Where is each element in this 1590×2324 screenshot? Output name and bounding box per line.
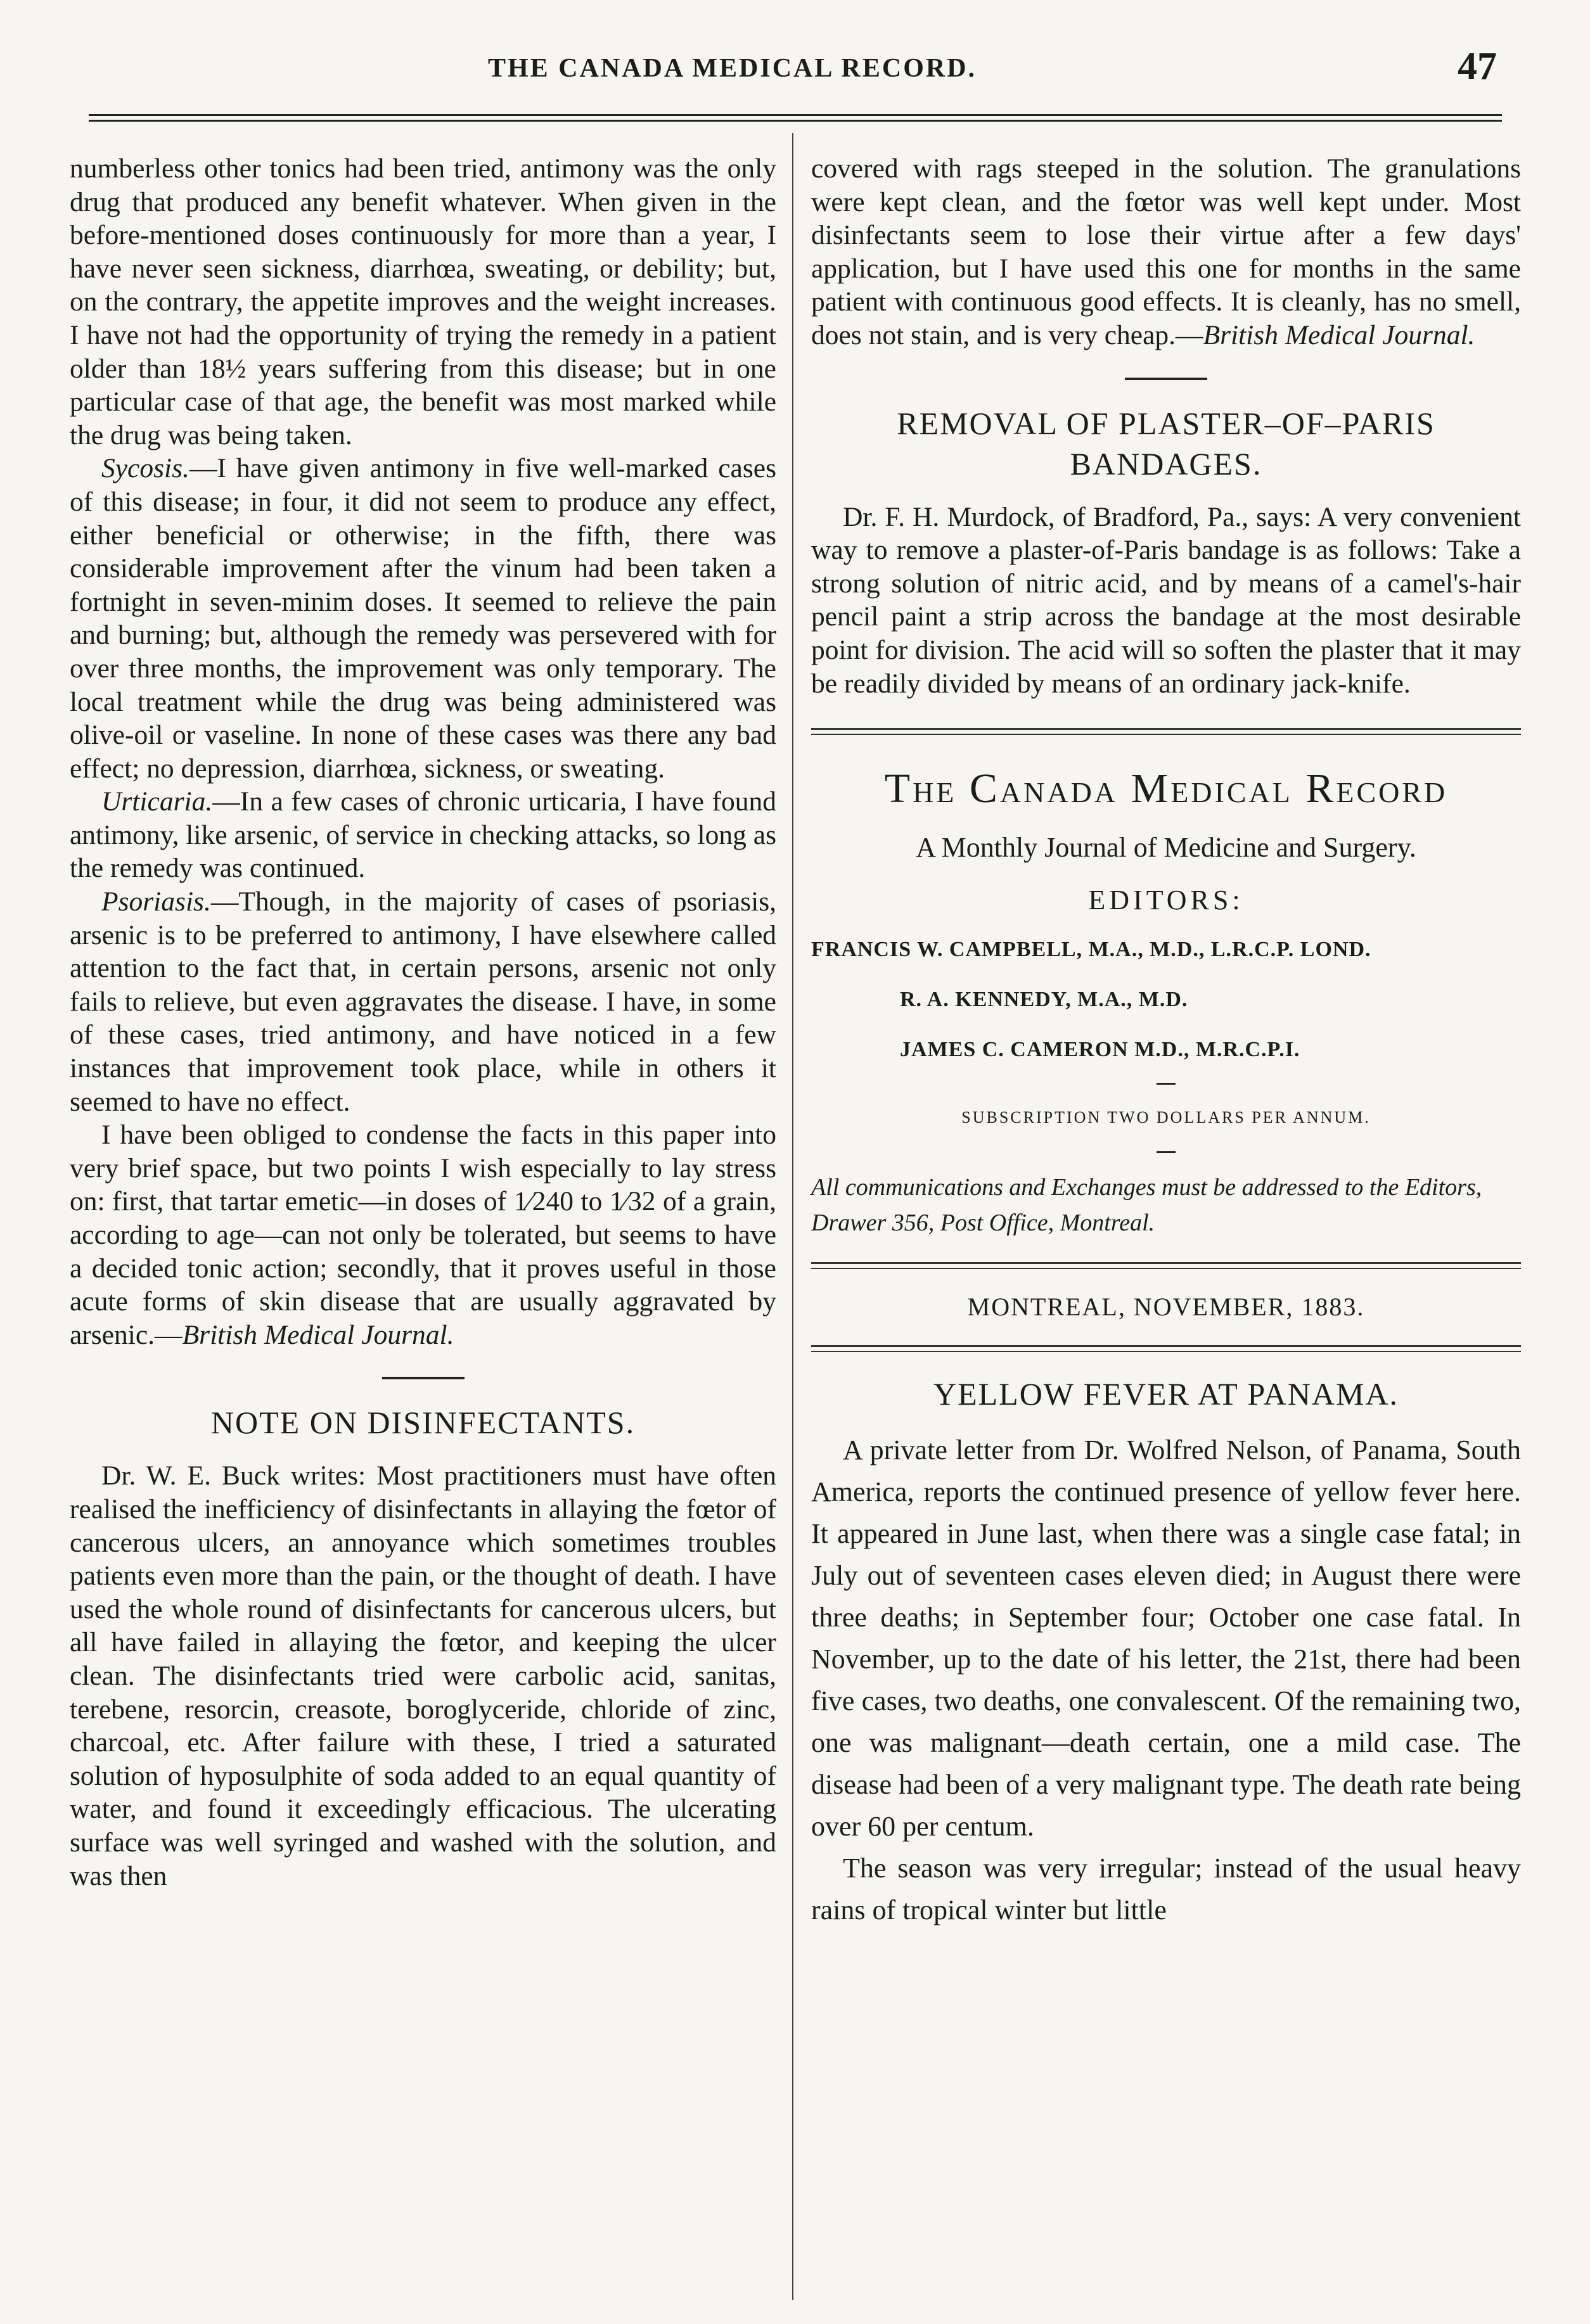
source-citation: British Medical Journal. xyxy=(1203,319,1475,350)
left-column xyxy=(70,152,776,1893)
paragraph-antimony: numberless other tonics had been tried, antimony was the only drug that produced any benefit whatever. When given in the before-mentioned doses continuously for more than a year, I have never seen sickness, diarrhœa, sweating, or debility; but, on the contrary, the appetite improves and the weight increases. I have not had the opportunity of trying the remedy in a patient older than 18½ years suffering from this disease; but in one particular case of that age, the benefit was most marked while the drug was being taken. xyxy=(70,153,776,450)
paragraph-urticaria xyxy=(70,785,776,885)
masthead-rule-top xyxy=(811,728,1521,735)
conclusion-text-1: I have been obliged to condense the facts in this paper into very brief space, but two points I wish especially to lay stress on: first, that tartar emetic—in doses of xyxy=(70,1120,776,1217)
paragraph-psoriasis xyxy=(70,885,776,1118)
paragraph-murdock: Dr. F. H. Murdock, of Bradford, Pa., says: A very convenient way to remove a plaster-of-Paris bandage is as follows: Take a strong solution of nitric acid, and by means of a camel's-hair pencil paint a strip across the bandage at the most desirable point for division. The acid will so soften the plaster that it may be readily divided by means of an ordinary jack-knife. xyxy=(811,501,1521,699)
conclusion-text-3: of a grain, according to age—can not only be tolerated, but seems to have a decided tonic action; secondly, that it proves useful in those acute forms of skin disease that are usually aggravated by arsenic.— xyxy=(70,1186,776,1350)
urticaria-text: —In a few cases of chronic urticaria, I have found antimony, like arsenic, of service in checking attacks, so long as the remedy was continued. xyxy=(70,786,776,884)
sycosis-text: —I have given antimony in five well-marked cases of this disease; in four, it did not seem to produce any effect, either beneficial or otherwise; in the fifth, there was considerable improvement after the vinum had been taken a fortnight in seven-minim doses. It seemed to relieve the pain and burning; but, although the remedy was persevered with for over three months, the improvement was only temporary. The local treatment while the drug was being administered was olive-oil or vaseline. In none of these cases was there any bad effect; no depression, diarrhœa, sickness, or sweating. xyxy=(70,453,776,784)
heading-disinfectants: NOTE ON DISINFECTANTS. xyxy=(210,1405,636,1441)
fraction-1: 1⁄240 xyxy=(513,1186,574,1217)
paragraph-conclusion xyxy=(70,1118,776,1351)
dateline-rule-bottom xyxy=(811,1345,1521,1352)
source-citation: British Medical Journal. xyxy=(182,1319,454,1350)
fraction-2: 1⁄32 xyxy=(609,1186,656,1217)
editor-campbell: FRANCIS W. CAMPBELL, M.A., M.D., L.R.C.P. LOND. xyxy=(811,938,1371,962)
sycosis-lead: Sycosis. xyxy=(101,453,189,484)
running-head: THE CANADA MEDICAL RECORD. xyxy=(488,54,977,83)
heading-yellow-fever: YELLOW FEVER AT PANAMA. xyxy=(933,1376,1399,1412)
dateline-rule-top xyxy=(811,1262,1521,1269)
paragraph-fever-1: A private letter from Dr. Wolfred Nelson, of Panama, South America, reports the continued presence of yellow fever here. It appeared in June last, when there was a single case fatal; in July out of seventeen cases eleven died; in August there were three deaths; in September four; October one case fatal. In November, up to the date of his letter, the 21st, there had been five cases, two deaths, one convalescent. Of the remaining two, one was malignant—death certain, one a mild case. The disease had been of a very malignant type. The death rate being over 60 per centum. xyxy=(811,1434,1521,1842)
psoriasis-lead: Psoriasis. xyxy=(101,886,211,917)
continuation-text: covered with rags steeped in the solution. The granulations were kept clean, and the fœtor was well kept under. Most disinfectants seem to lose their virtue after a few days' application, but I have used this one for months in the same patient with continuous good effects. It is cleanly, has no smell, does not stain, and is very cheap.— xyxy=(811,153,1521,350)
section-rule xyxy=(1125,378,1207,380)
editor-kennedy: R. A. KENNEDY, M.A., M.D. xyxy=(900,987,1188,1011)
page-header xyxy=(0,44,1590,114)
conclusion-text-2: to xyxy=(573,1186,610,1217)
dateline: MONTREAL, NOVEMBER, 1883. xyxy=(967,1292,1365,1321)
dash-rule xyxy=(1157,1083,1176,1085)
paragraph-fever-2: The season was very irregular; instead of the usual heavy rains of tropical winter but little xyxy=(811,1853,1521,1926)
editors-label: EDITORS: xyxy=(1088,884,1244,916)
heading-plaster: REMOVAL OF PLASTER–OF–PARIS BANDAGES. xyxy=(897,405,1435,482)
paragraph-buck: Dr. W. E. Buck writes: Most practitioners must have often realised the inefficiency of disinfectants in allaying the fœtor of cancerous ulcers, an annoyance which sometimes troubles patients even more than the pain, or the thought of death. I have used the whole round of disinfectants for cancerous ulcers, but all have failed in allaying the fœtor, and keeping the ulcer clean. The disinfectants tried were carbolic acid, sanitas, terebene, resorcin, creasote, boroglyceride, chloride of zinc, charcoal, etc. After failure with these, I tried a saturated solution of hyposulphite of soda added to an equal quantity of water, and found it exceedingly efficacious. The ulcerating surface was well syringed and washed with the solution, and was then xyxy=(70,1460,776,1891)
masthead xyxy=(811,760,1521,1241)
dash-rule xyxy=(1157,1151,1176,1153)
subscription-notice: SUBSCRIPTION TWO DOLLARS PER ANNUM. xyxy=(961,1108,1371,1127)
paragraph-sycosis xyxy=(70,452,776,785)
right-column xyxy=(811,152,1521,1931)
masthead-title: The Canada Medical Record xyxy=(884,765,1448,812)
header-rule xyxy=(89,114,1502,122)
urticaria-lead: Urticaria. xyxy=(101,786,213,817)
column-divider xyxy=(792,133,793,2300)
page-number: 47 xyxy=(1458,45,1497,88)
masthead-subtitle: A Monthly Journal of Medicine and Surgery. xyxy=(916,832,1416,864)
section-rule xyxy=(382,1377,465,1379)
yellow-fever-article xyxy=(811,1429,1521,1931)
paragraph-continuation xyxy=(811,152,1521,352)
psoriasis-text: —Though, in the majority of cases of psoriasis, arsenic is to be preferred to antimony, I have elsewhere called attention to the fact that, in certain persons, arsenic not only fails to relieve, but even aggravates the disease. I have, in some of these cases, tried antimony, and have noticed in a few instances that improvement took place, while in others it seemed to have no effect. xyxy=(70,886,776,1117)
editor-cameron: JAMES C. CAMERON M.D., M.R.C.P.I. xyxy=(900,1037,1300,1061)
address-notice: All communications and Exchanges must be addressed to the Editors, Drawer 356, Post Office, Montreal. xyxy=(811,1173,1482,1236)
